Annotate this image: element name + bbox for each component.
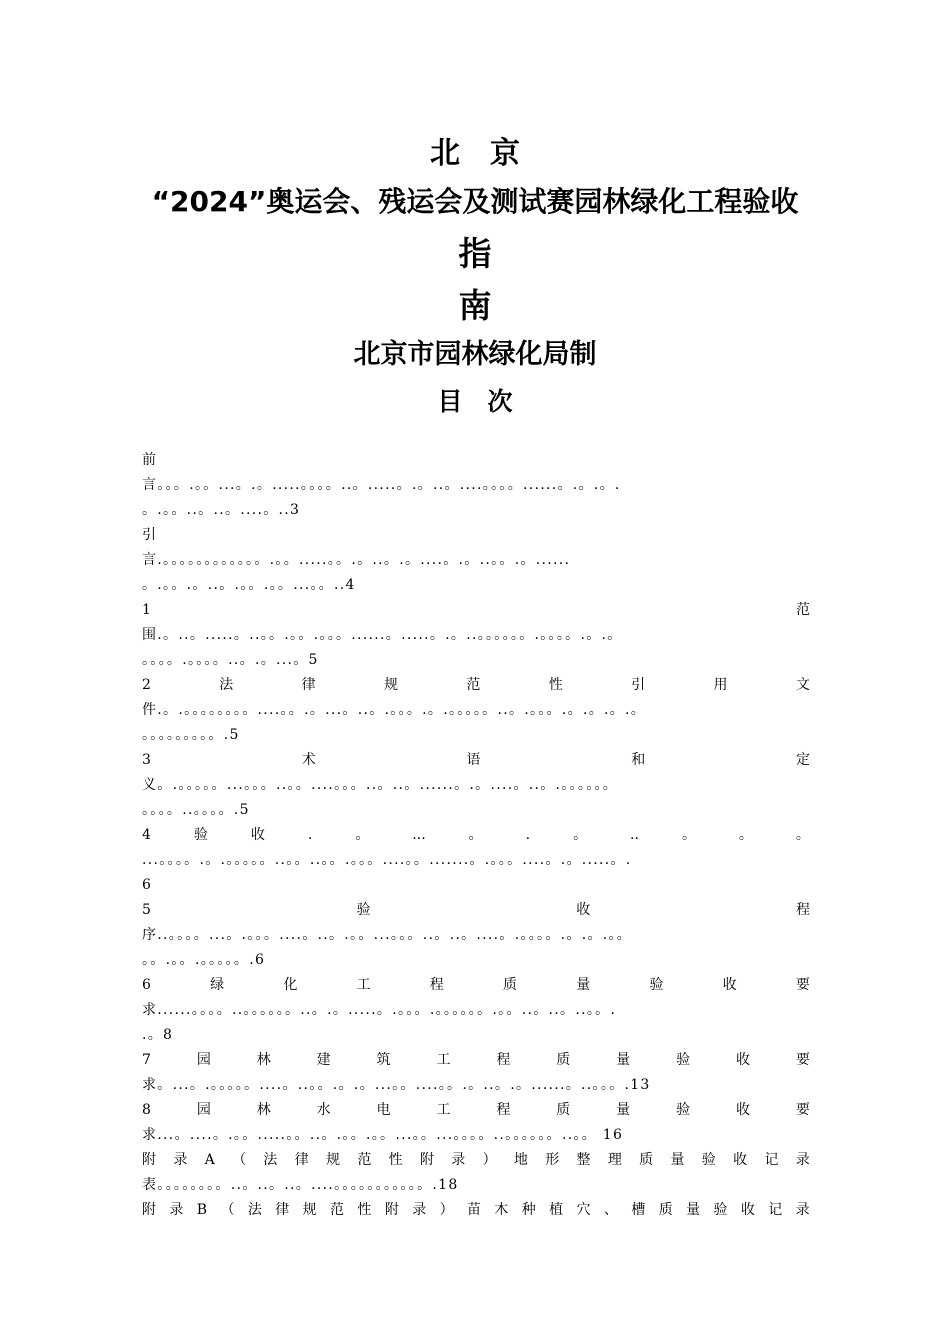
toc-heading-char: 用: [713, 677, 728, 693]
toc-heading-char: 录: [795, 1152, 810, 1168]
toc-heading-char: 工: [436, 1052, 451, 1068]
toc-heading-char: （: [220, 1202, 235, 1218]
toc-heading-char: 程: [429, 977, 444, 993]
toc-heading-char: 电: [376, 1102, 391, 1118]
toc-heading-char: 、: [603, 1202, 618, 1218]
toc-heading-char: 园: [196, 1102, 211, 1118]
toc-heading-char: .: [307, 827, 313, 843]
toc-heading-char: 验: [649, 977, 664, 993]
toc-heading-char: 。: [355, 827, 370, 843]
toc-entry-leader: 。。。。..。。。。.5: [142, 802, 250, 818]
toc-heading-char: 附: [384, 1202, 399, 1218]
toc-heading-char: 绿: [210, 977, 225, 993]
toc-heading-char: 语: [466, 752, 481, 768]
toc-heading-char: 水: [316, 1102, 331, 1118]
toc-heading-char: 收: [250, 827, 265, 843]
publisher: 北京市园林绿化局制: [353, 339, 597, 370]
toc-heading-char: 要: [795, 1052, 810, 1068]
toc-heading-char: 。: [681, 827, 696, 843]
toc-heading-char: 1: [142, 602, 151, 618]
toc-heading-char: 法: [247, 1202, 262, 1218]
toc-entry-heading[interactable]: [142, 898, 810, 923]
toc-heading-char: 3: [142, 752, 151, 768]
toc-entry-heading[interactable]: [142, 598, 810, 623]
toc-heading-char: 收: [740, 1202, 755, 1218]
toc-entry-leader: 求...。....。.。。.....。。..。.。。.。。...。。...。。。。..。。。。。。..。。 16: [142, 1127, 624, 1143]
toc-heading-char: 2: [142, 677, 151, 693]
toc-heading-char: 要: [795, 977, 810, 993]
toc-heading-char: 性: [548, 677, 563, 693]
toc-heading-char: 程: [496, 1102, 511, 1118]
toc-heading-char: 收: [735, 1102, 750, 1118]
toc-heading-char: 规: [384, 677, 399, 693]
toc-heading-char: 收: [733, 1152, 748, 1168]
toc-entry-heading[interactable]: [142, 673, 810, 698]
toc-heading-char: 验: [676, 1102, 691, 1118]
toc-heading-char: 化: [283, 977, 298, 993]
toc-heading-char: 7: [142, 1052, 151, 1068]
toc-entry-heading[interactable]: [142, 823, 810, 848]
toc-heading-char: 验: [193, 827, 208, 843]
toc-heading-char: 收: [722, 977, 737, 993]
toc-heading-char: 。: [795, 827, 810, 843]
toc-heading-char: 要: [795, 1102, 810, 1118]
toc-entry-heading[interactable]: [142, 1148, 810, 1173]
toc-entry-leader: 表。。。。。。。。..。..。..。....。。。。。。。。。。。.18: [142, 1177, 459, 1193]
toc-heading-char: 附: [142, 1152, 156, 1168]
toc-heading-char: 种: [521, 1202, 536, 1218]
toc-entry-heading[interactable]: [142, 1048, 810, 1073]
toc-entry-leader: 言。。。.。。...。.。.....。。。。..。.....。.。..。....。。。。......。.。.。.: [142, 477, 621, 493]
toc-heading-char: 附: [419, 1152, 434, 1168]
toc-heading-char: 验: [713, 1202, 728, 1218]
toc-heading-char: .: [525, 827, 531, 843]
toc-heading-char: 质: [556, 1102, 571, 1118]
toc-heading-char: B: [196, 1202, 208, 1218]
toc-entry-leader: 求......。。。。..。。。。。。..。.。.....。.。。。.。。。。。。.。。..。..。..。。.: [142, 1002, 617, 1018]
toc-heading-char: 工: [436, 1102, 451, 1118]
toc-heading-char: 规: [326, 1152, 340, 1168]
toc-heading-char: 录: [169, 1202, 184, 1218]
toc-heading-char: 量: [670, 1152, 685, 1168]
toc-heading-char: 植: [549, 1202, 564, 1218]
toc-heading-char: 附: [142, 1202, 156, 1218]
toc-heading-char: 验: [701, 1152, 716, 1168]
toc-heading-char: 律: [275, 1202, 290, 1218]
toc-entry-heading[interactable]: [142, 1098, 810, 1123]
toc-entry-leader: 围.。..。.....。..。。.。。.。。。......。.....。.。..。。。。。。.。。。。.。.。: [142, 627, 623, 643]
toc-heading-char: ...: [412, 827, 426, 843]
toc-heading-char: 性: [357, 1202, 372, 1218]
toc-heading-char: 穴: [576, 1202, 591, 1218]
toc-heading-char: 苗: [466, 1202, 481, 1218]
title-zhi: 指: [458, 234, 492, 273]
title-nan: 南: [458, 286, 492, 325]
toc-heading-char: 质: [503, 977, 518, 993]
toc-heading-char: ..: [630, 827, 639, 843]
toc-entry-leader: 言.。。。。。。。。。。。。.。。.....。。.。..。.。....。.。..。。.。......: [142, 552, 571, 568]
toc-heading-char: 5: [142, 902, 151, 918]
toc-entry-leader: 。.。。..。..。....。..3: [142, 502, 301, 518]
title-beijing: 北 京: [430, 136, 520, 171]
toc-heading-char: 质: [556, 1052, 571, 1068]
toc-entry-heading[interactable]: 引: [142, 527, 156, 543]
toc-entry-leader: 。.。。.。..。.。。.。。...。。..4: [142, 577, 356, 593]
toc-heading-char: 程: [496, 1052, 511, 1068]
toc-heading-char: 质: [639, 1152, 654, 1168]
toc-heading-char: 4: [142, 827, 151, 843]
toc-heading-char: 范: [357, 1152, 372, 1168]
toc-heading-char: 园: [196, 1052, 211, 1068]
toc-heading-char: 规: [302, 1202, 317, 1218]
toc-heading-char: 术: [301, 752, 316, 768]
toc-heading-char: 范: [330, 1202, 345, 1218]
toc-entry-leader: 6: [142, 877, 153, 893]
toc-heading-char: 量: [576, 977, 591, 993]
toc-heading-char: 量: [616, 1102, 631, 1118]
toc-heading-char: 质: [658, 1202, 673, 1218]
toc-entry-leader: 序..。。。。...。.。。。....。..。.。。...。。。..。..。....。.。。。。.。.。.。。: [142, 927, 633, 943]
toc-heading-char: 律: [301, 677, 316, 693]
toc-heading-char: 范: [796, 602, 810, 618]
title-main: “2024”奥运会、残运会及测试赛园林绿化工程验收: [151, 185, 799, 218]
toc-heading-char: 范: [466, 677, 481, 693]
table-of-contents: [142, 448, 810, 1223]
toc-heading-char: 林: [256, 1102, 271, 1118]
toc-heading-char: 法: [263, 1152, 278, 1168]
toc-heading-char: 木: [494, 1202, 509, 1218]
toc-heading-char: 工: [356, 977, 371, 993]
toc-heading-char: 。: [573, 827, 588, 843]
toc-heading-char: 。: [468, 827, 483, 843]
toc-heading-char: 文: [795, 677, 810, 693]
toc-entry-leader: .。8: [142, 1027, 174, 1043]
toc-heading-char: 筑: [376, 1052, 391, 1068]
toc-heading-char: （: [232, 1152, 247, 1168]
toc-heading-char: 。: [738, 827, 753, 843]
toc-heading-char: 整: [576, 1152, 591, 1168]
toc-heading-char: 量: [686, 1202, 701, 1218]
toc-heading-char: 录: [412, 1202, 427, 1218]
toc-heading-char: 记: [764, 1152, 779, 1168]
toc-heading-char: 引: [631, 677, 646, 693]
toc-heading-char: 性: [388, 1152, 403, 1168]
toc-heading-char: 和: [631, 752, 646, 768]
toc-heading-char: 建: [316, 1052, 331, 1068]
toc-heading-char: 定: [795, 752, 810, 768]
toc-entry-leader: ...。。。。.。.。。。。。..。。..。。.。。。....。。.......。.。。。....。.。.....。.: [142, 852, 632, 868]
toc-heading-char: 林: [256, 1052, 271, 1068]
toc-heading-char: ）: [482, 1152, 497, 1168]
toc-heading-char: 验: [676, 1052, 691, 1068]
toc-entry-leader: 。。。。。。。。。.5: [142, 727, 240, 743]
toc-entry-heading[interactable]: 前: [142, 452, 156, 468]
toc-entry-leader: 件.。.。。。。。。。。....。。.。...。..。.。。。.。.。。。。。..。.。。。.。.。.。.。: [142, 702, 647, 718]
toc-heading-char: A: [204, 1152, 215, 1168]
toc-heading-char: 录: [451, 1152, 466, 1168]
toc-entry-leader: 求。...。.。。。。。....。..。。.。.。...。。....。。.。..。.。......。..。。。.13: [142, 1077, 651, 1093]
toc-heading-char: 录: [795, 1202, 810, 1218]
toc-entry-leader: 。。.。。.。。。。。.6: [142, 952, 266, 968]
toc-title: 目 次: [437, 387, 513, 416]
toc-heading-char: 理: [607, 1152, 622, 1168]
toc-heading-char: 形: [545, 1152, 560, 1168]
toc-heading-char: 录: [173, 1152, 188, 1168]
toc-entry-heading[interactable]: [142, 1198, 810, 1223]
toc-entry-leader: 义。.。。。。。...。。。..。。....。。。..。..。......。.。....。..。.。。。。。。: [142, 777, 619, 793]
toc-heading-char: 程: [795, 902, 810, 918]
toc-heading-char: 6: [142, 977, 151, 993]
toc-heading-char: 8: [142, 1102, 151, 1118]
toc-heading-char: 收: [576, 902, 591, 918]
toc-heading-char: 律: [294, 1152, 309, 1168]
toc-heading-char: 量: [616, 1052, 631, 1068]
toc-heading-char: 记: [768, 1202, 783, 1218]
toc-heading-char: 地: [513, 1152, 528, 1168]
toc-entry-heading[interactable]: [142, 973, 810, 998]
toc-heading-char: 收: [735, 1052, 750, 1068]
toc-heading-char: 验: [356, 902, 371, 918]
toc-heading-char: 法: [219, 677, 234, 693]
toc-heading-char: ）: [439, 1202, 454, 1218]
toc-entry-heading[interactable]: [142, 748, 810, 773]
toc-entry-leader: 。。。。.。。。。..。.。...。5: [142, 652, 319, 668]
toc-heading-char: 槽: [631, 1202, 646, 1218]
